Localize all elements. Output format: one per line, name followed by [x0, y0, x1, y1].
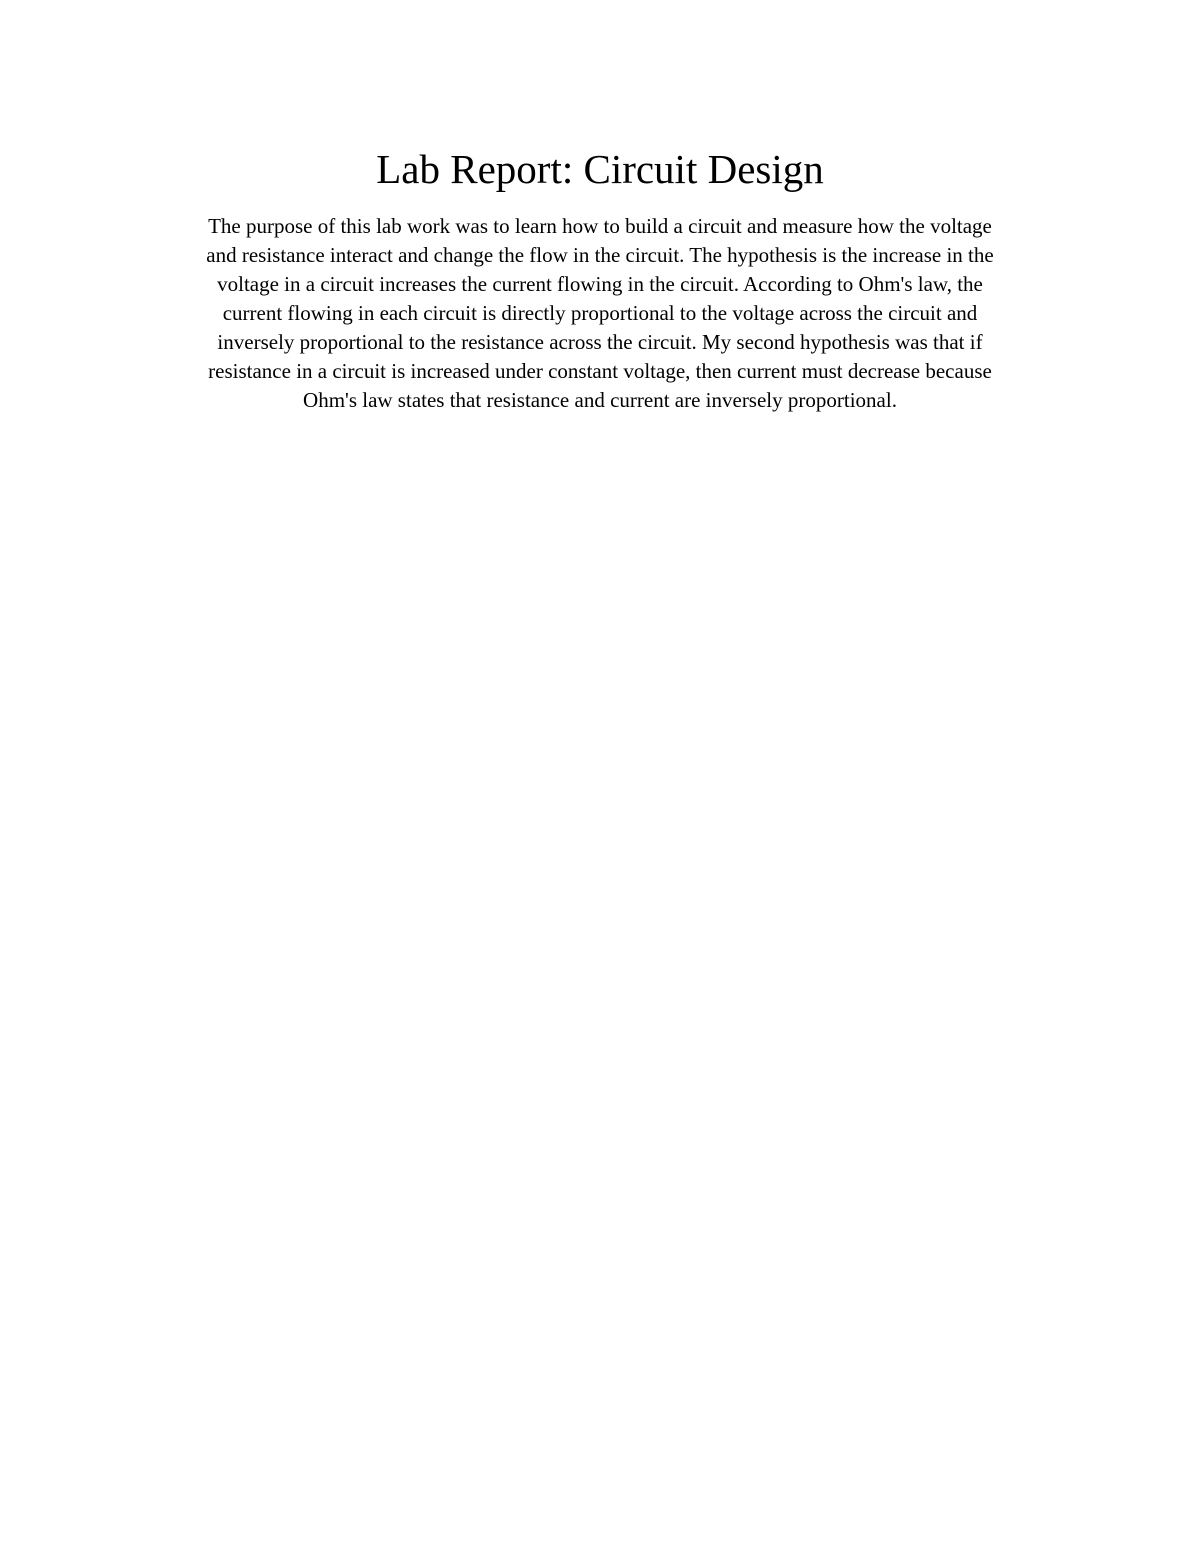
paragraph-line: and resistance interact and change the flow in the circuit. The hypothesis is the increase in the: [206, 243, 994, 267]
document-title: Lab Report: Circuit Design: [376, 146, 824, 192]
paragraph-line: The purpose of this lab work was to learn how to build a circuit and measure how the voltage: [208, 214, 992, 238]
paragraph-line: resistance in a circuit is increased under constant voltage, then current must decrease because: [208, 359, 992, 383]
paragraph-line: Ohm's law states that resistance and current are inversely proportional.: [303, 388, 897, 412]
paragraph-line: current flowing in each circuit is directly proportional to the voltage across the circuit and: [222, 301, 978, 325]
paragraph-line: voltage in a circuit increases the current flowing in the circuit. According to Ohm's law, the: [217, 272, 983, 296]
intro-paragraph: [150, 212, 1050, 415]
paragraph-line: inversely proportional to the resistance across the circuit. My second hypothesis was that if: [217, 330, 983, 354]
